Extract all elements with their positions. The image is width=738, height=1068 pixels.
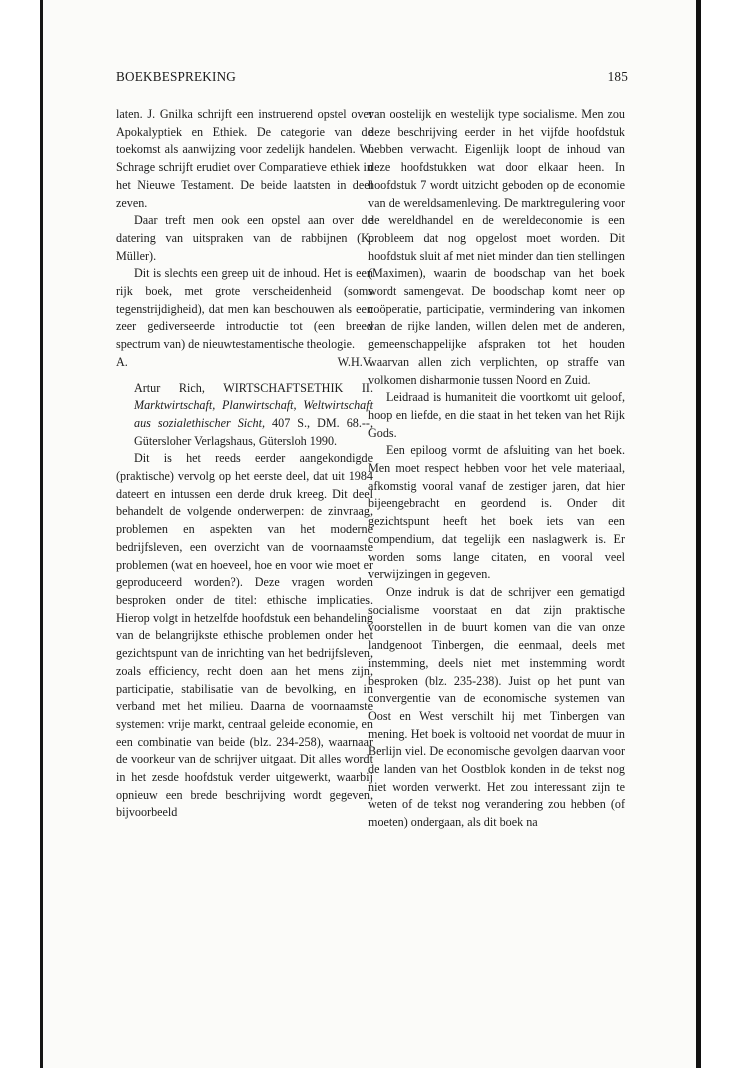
paragraph: Dit is slechts een greep uit de inhoud. Het is een rijk boek, met grote verscheidenheid (soms tegenstrijdigheid), dat men kan beschouwen als een zeer gediverseerde introductie tot (een breed spectrum van) de nieuwtestamentische theologie. [116,266,373,352]
citation-details: 407 S., DM. 68.--, Gütersloher Verlagshaus, Gütersloh 1990. [134,415,373,448]
book-citation [116,380,373,451]
paragraph: van oostelijk en westelijk type socialisme. Men zou deze beschrijving eerder in het vijfde hoofdstuk hebben verwacht. Eigenlijk loopt de inhoud van deze hoofdstukken wat door elkaar heen. In hoofdstuk 7 wordt uitzicht geboden op de economie van de wereldsamenleving. De marktregulering voor de wereldhandel en de wereldeconomie is een probleem dat nog opgelost moet worden. Dit hoofdstuk sluit af met niet minder dan tien stellingen (Maximen), waarin de boodschap van het boek wordt samengevat. De boodschap komt neer op coöperatie, participatie, vermindering van inkomen van de rijke landen, willen delen met de anderen, gemeenschappelijke afspraken tot het houden waarvan allen zich verplichten, op straffe van volkomen disharmonie tussen Noord en Zuid. [368,107,625,387]
right-margin [701,0,738,1068]
paragraph: Dit is het reeds eerder aangekondigde (praktische) vervolg op het eerste deel, dat uit 1984 dateert en intussen een derde druk kreeg. Dit deel behandelt de volgende onderwerpen: de zinvraag, problemen en aspekten van het moderne bedrijfsleven, een overzicht van de voornaamste problemen (wat en hoeveel, hoe en voor wie moet er geproduceerd worden?). Deze vragen worden besproken onder de titel: ethische implicaties. Hierop volgt in hetzelfde hoofdstuk een behandeling van de belangrijkste ethische problemen onder het gezichtspunt van de inrichting van het bedrijfsleven, zoals efficiency, recht doen aan het mens zijn, participatie, stabilisatie van de bevolking, en in verband met het milieu. Daarna de voornaamste systemen: vrije markt, centraal geleide economie, en een combinatie van beide (blz. 234-258), waarnaar de voorkeur van de schrijver uitgaat. Dit alles wordt in het zesde hoofdstuk verder uitgewerkt, waarbij opnieuw een brede beschrijving wordt gegeven, bijvoorbeeld [116,451,373,820]
left-column [116,106,373,822]
paragraph: Onze indruk is dat de schrijver een gematigd socialisme voorstaat en dat zijn praktische voorstellen in de buurt komen van die van onze landgenoot Tinbergen, die eenmaal, deels met instemming, deels niet met instemming wordt besproken (blz. 235-238). Juist op het punt van convergentie van de economische systemen van Oost en West verschilt hij met Tinbergen van mening. Het boek is voltooid net voordat de muur in Berlijn viel. De economische gevolgen daarvan voor de landen van het Oostblok konden in de tekst nog niet worden verwerkt. Het zou interessant zijn te weten of de tekst nog verandering zou hebben (of moeten) ondergaan, als dit boek na [368,584,625,830]
paragraph: Een epiloog vormt de afsluiting van het boek. Men moet respect hebben voor het vele materiaal, afkomstig vooral vanaf de zestiger jaren, dat hier bijeengebracht en geordend is. Onder dit gezichtspunt heeft het boek iets van een compendium, dat tegelijk een naslagwerk is. Er worden soms lange citaten, en vooral veel verwijzingen in gegeven. [368,443,625,582]
page-number: 185 [607,69,628,84]
citation-author-title: Artur Rich, WIRTSCHAFTSETHIK II. [134,380,373,395]
running-head [116,69,628,85]
signature-author: W.H.V. [337,354,373,369]
right-column [368,106,625,832]
section-title: BOEKBESPREKING [116,69,237,84]
paragraph: Daar treft men ook een opstel aan over de datering van uitspraken van de rabbijnen (K. Müller). [116,213,373,263]
citation-subtitle: Marktwirtschaft, Planwirtschaft, Weltwirtschaft aus sozialethischer Sicht, [134,398,373,430]
review-signature [116,354,373,372]
signature-initial: A. [116,354,128,369]
paragraph: laten. J. Gnilka schrijft een instruerend opstel over Apokalyptiek en Ethiek. De categorie van de toekomst als aanwijzing voor zedelijk handelen. W. Schrage schrijft erudiet over Comparatieve ethiek in het Nieuwe Testament. De beide laatsten in deel zeven. [116,107,373,210]
paragraph: Leidraad is humaniteit die voortkomt uit geloof, hoop en liefde, en die staat in het teken van het Rijk Gods. [368,390,625,440]
